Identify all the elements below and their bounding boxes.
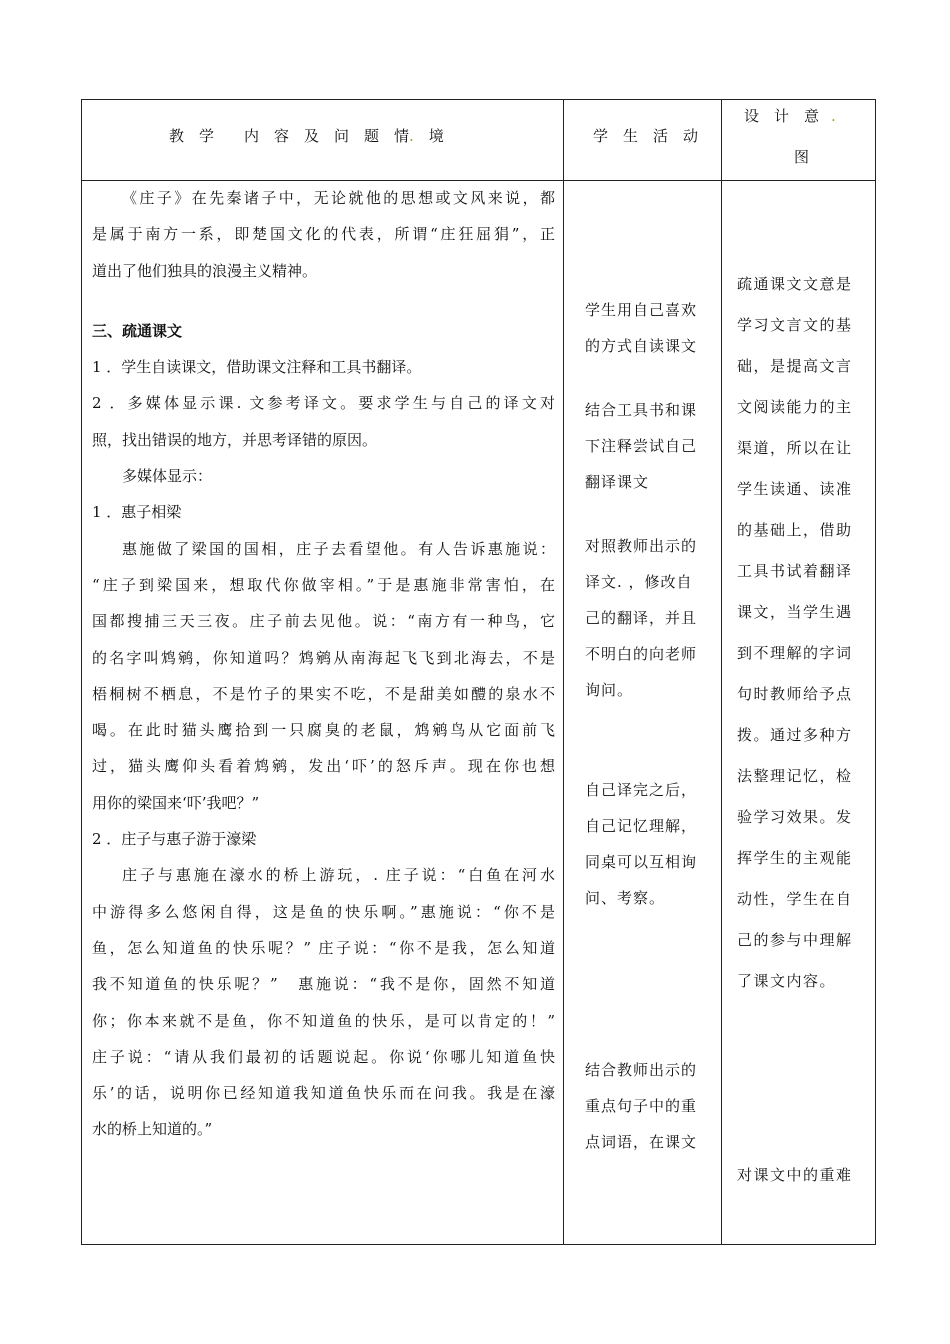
activity-line: 学生用自己喜欢 (585, 301, 698, 319)
design-line: 学生读通、读准 (737, 480, 853, 498)
activity-line: 下注释尝试自己 (585, 437, 698, 455)
design-line: 课文，当学生遇 (737, 603, 853, 621)
text-line: 国都搜捕三天三夜。庄子前去见他。说：“南方有一种鸟，它 (92, 612, 555, 631)
activity-line: 结合教师出示的 (585, 1061, 698, 1079)
activity-paragraph (585, 392, 719, 500)
design-line: 拨。通过多种方 (737, 726, 853, 744)
text-line: 多媒体显示： (122, 467, 213, 486)
design-line: 学习文言文的基 (737, 316, 853, 334)
activity-line: 自己记忆理解， (585, 817, 698, 835)
design-paragraph (737, 1155, 869, 1196)
design-intent-column (737, 180, 869, 1196)
text-line: 我不知道鱼的快乐呢？” 惠施说：“我不是你，固然不知道 (92, 975, 555, 994)
activity-paragraph (585, 1052, 719, 1160)
activity-line: 自己译完之后， (585, 781, 698, 799)
activity-line: 问、考察。 (585, 889, 666, 907)
text-line: 过，猫头鹰仰头看着鸩鹓，发出‘吓’的怒斥声。现在你也想 (92, 757, 555, 776)
design-line: 疏通课文文意是 (737, 275, 853, 293)
text-line: “庄子到梁国来，想取代你做宰相。”于是惠施非常害怕，在 (92, 575, 555, 594)
activity-line: 不明白的向老师 (585, 645, 698, 663)
activity-line: 询问。 (585, 681, 634, 699)
blank-line (92, 289, 555, 313)
activity-line: 的方式自读课文 (585, 337, 698, 355)
design-line: 法整理记忆，检 (737, 767, 853, 785)
activity-line: 重点句子中的重 (585, 1097, 698, 1115)
design-line: 对课文中的重难 (737, 1166, 853, 1184)
header-dot: . (409, 127, 414, 145)
header-design-intent: 设 计 意 . (744, 107, 836, 125)
activity-line: 对照教师出示的 (585, 537, 698, 555)
design-line: 己的参与中理解 (737, 931, 853, 949)
text-line: 2 ．多媒体显示课. 文参考译文。要求学生与自己的译文对 (92, 394, 555, 413)
text-line: 你；你本来就不是鱼，你不知道鱼的快乐，是可以肯定的！” (92, 1011, 555, 1030)
design-line: 句时教师给予点 (737, 685, 853, 703)
text-line: 中游得多么悠闲自得，这是鱼的快乐啊。”惠施说：“你不是 (92, 902, 555, 921)
activity-paragraph (585, 772, 719, 916)
header-content: 教 学 内 容 及 问 题 情. 境 (169, 127, 444, 145)
content-column (92, 180, 555, 1148)
design-line: 了课文内容。 (737, 972, 837, 990)
text-line: 梧桐树不栖息，不是竹子的果实不吃，不是甜美如醴的泉水不 (92, 684, 555, 703)
design-line: 动性，学生在自 (737, 890, 853, 908)
design-line: 挥学生的主观能 (737, 849, 853, 867)
activity-line: 己的翻译，并且 (585, 609, 698, 627)
text-line: 是属于南方一系，即楚国文化的代表，所谓“庄狂屈狷”，正 (92, 225, 555, 244)
text-line: 1 ．学生自读课文，借助课文注释和工具书翻译。 (92, 358, 422, 377)
header-student-activity: 学 生 活 动 (593, 127, 699, 145)
text-line: 道出了他们独具的浪漫主义精神。 (92, 261, 318, 280)
design-paragraph (737, 264, 869, 1002)
text-line: 惠施做了梁国的国相，庄子去看望他。有人告诉惠施说： (122, 539, 555, 558)
activity-line: 翻译课文 (585, 473, 650, 491)
text-line: 水的桥上知道的。” (92, 1120, 213, 1139)
design-line: 验学习效果。发 (737, 808, 853, 826)
section-heading: 三、疏通课文 (92, 321, 183, 340)
activity-paragraph (585, 292, 719, 364)
lesson-table (81, 99, 876, 1245)
design-line: 渠道，所以在让 (737, 439, 853, 457)
text-line: 的名字叫鸩鹓，你知道吗？鸩鹓从南海起飞飞到北海去，不是 (92, 648, 555, 667)
text-line: 庄子与惠施在濠水的桥上游玩，. 庄子说：“白鱼在河水 (122, 866, 555, 885)
text-line: 鱼，怎么知道鱼的快乐呢？” 庄子说：“你不是我，怎么知道 (92, 938, 555, 957)
activity-line: 译文. ，修改自 (585, 573, 693, 591)
header-dot: . (831, 107, 836, 125)
text-line: 乐’的话，说明你已经知道我知道鱼快乐而在问我。我是在濠 (92, 1084, 555, 1103)
subheading: 2 ．庄子与惠子游于濠梁 (92, 830, 257, 849)
design-line: 到不理解的字词 (737, 644, 853, 662)
design-line: 工具书试着翻译 (737, 562, 853, 580)
activity-paragraph (585, 528, 719, 708)
design-line: 文阅读能力的主 (737, 398, 853, 416)
header-design-intent-2: 图 (794, 148, 810, 166)
text-line: 用你的梁国来‘吓’我吧？” (92, 793, 260, 812)
text-line: 照，找出错误的地方，并思考译错的原因。 (92, 430, 378, 449)
column-divider-1 (563, 100, 564, 1244)
activity-line: 结合工具书和课 (585, 401, 698, 419)
student-activity-column (585, 180, 719, 1160)
text-line: 《庄子》在先秦诸子中，无论就他的思想或文风来说，都 (122, 189, 555, 207)
column-divider-2 (721, 100, 722, 1244)
text-line: 庄子说：“请从我们最初的话题说起。你说‘你哪儿知道鱼快 (92, 1047, 555, 1066)
activity-line: 同桌可以互相询 (585, 853, 698, 871)
text-line: 喝。在此时猫头鹰拾到一只腐臭的老鼠，鸩鹓鸟从它面前飞 (92, 721, 555, 740)
subheading: 1 ．惠子相梁 (92, 503, 182, 522)
design-line: 的基础上，借助 (737, 521, 853, 539)
activity-line: 点词语，在课文 (585, 1133, 698, 1151)
design-line: 础，是提高文言 (737, 357, 853, 375)
